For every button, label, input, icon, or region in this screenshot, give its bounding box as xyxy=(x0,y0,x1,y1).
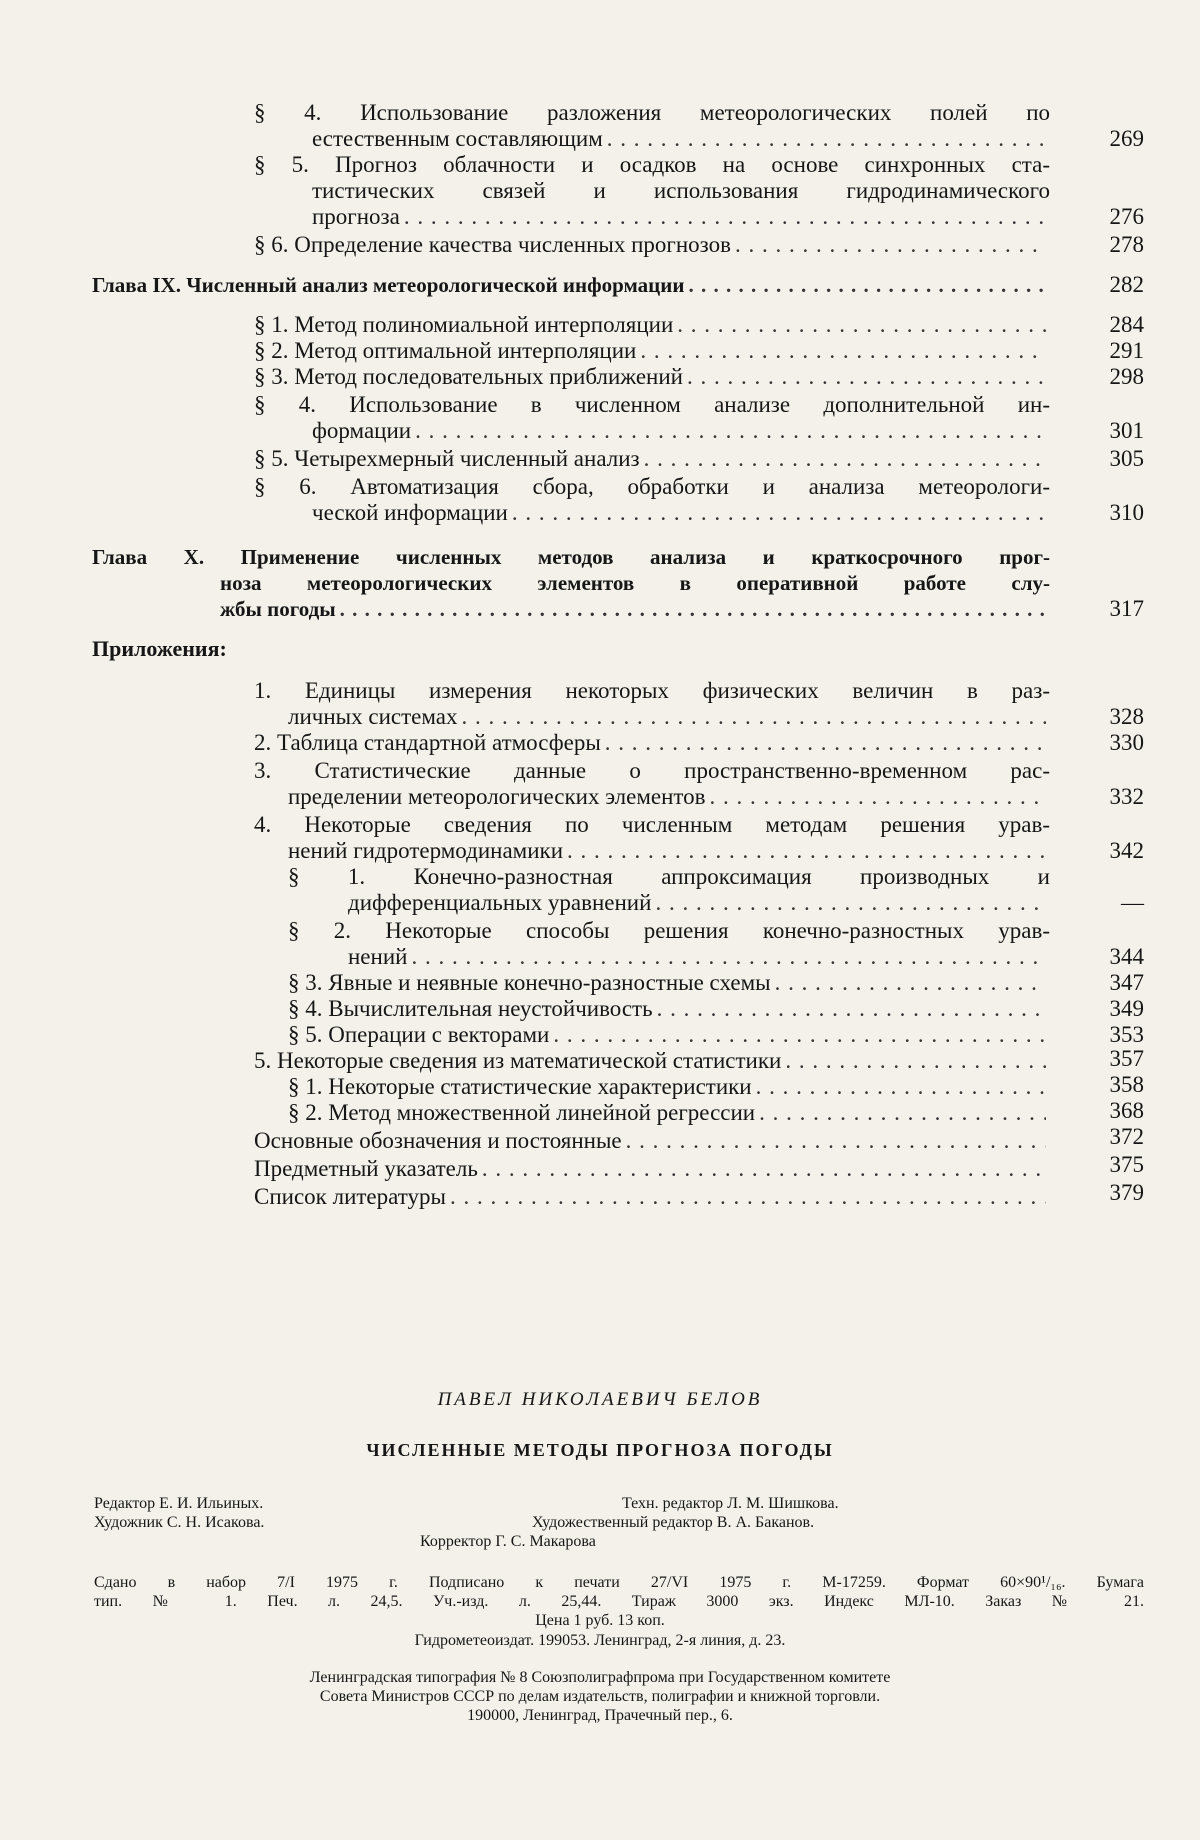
printing-house xyxy=(0,1668,1200,1725)
dot-leader xyxy=(687,364,1046,390)
toc-entry: § 6. Автоматизация сбора, обработки и анализа метеорологи- ческой информации . . . xyxy=(254,474,1050,526)
page-number: 357 xyxy=(1109,1046,1144,1071)
dot-leader xyxy=(340,596,1046,622)
toc-entry: 5. Некоторые сведения из математической статистики . . . xyxy=(254,1048,1050,1074)
toc-entry: § 1. Некоторые статистические характеристики . . . xyxy=(288,1074,1050,1100)
dot-leader xyxy=(655,890,1046,916)
page-number: 332 xyxy=(1109,784,1144,809)
page-number: 347 xyxy=(1109,970,1144,995)
book-title: ЧИСЛЕННЫЕ МЕТОДЫ ПРОГНОЗА ПОГОДЫ xyxy=(366,1440,834,1460)
corrector-credit: Корректор Г. С. Макарова xyxy=(420,1533,596,1550)
dot-leader xyxy=(567,838,1046,864)
chapter-heading: Глава IX. Численный анализ метеорологической информации . . . xyxy=(92,272,1050,298)
toc-entry: § 1. Конечно-разностная аппроксимация производных и дифференциальных уравнений . . . xyxy=(288,864,1050,916)
toc-entry: § 2. Некоторые способы решения конечно-разностных урав- нений . . . xyxy=(288,918,1050,970)
page-number: 301 xyxy=(1109,418,1144,443)
page-number: 342 xyxy=(1109,838,1144,863)
page-number: 375 xyxy=(1109,1152,1144,1177)
toc-entry: Предметный указатель . . . xyxy=(254,1156,1050,1182)
dot-leader xyxy=(775,970,1046,996)
toc-entry: § 4. Вычислительная неустойчивость . . . xyxy=(288,996,1050,1022)
page-number: 344 xyxy=(1109,944,1144,969)
dot-leader xyxy=(553,1022,1046,1048)
dot-leader xyxy=(607,126,1046,152)
page-number: 379 xyxy=(1109,1180,1144,1205)
page-number: 353 xyxy=(1109,1022,1144,1047)
tech-editor-credit: Техн. редактор Л. М. Шишкова. xyxy=(622,1495,839,1512)
dot-leader xyxy=(415,418,1046,444)
page-number: 330 xyxy=(1109,730,1144,755)
toc-entry-text: § 5. Прогноз облачности и осадков на основе синхронных ста- xyxy=(254,152,1050,177)
toc-entry: § 5. Операции с векторами . . . xyxy=(288,1022,1050,1048)
toc-entry: Список литературы . . . xyxy=(254,1184,1050,1210)
dot-leader xyxy=(411,944,1046,970)
toc-entry: 4. Некоторые сведения по численным методам решения урав- нений гидротермодинамики . . . xyxy=(254,812,1050,864)
toc-entry: § 2. Метод оптимальной интерполяции . . . xyxy=(254,338,1050,364)
toc-entry xyxy=(254,100,1050,152)
page-number: 358 xyxy=(1109,1072,1144,1097)
dot-leader xyxy=(644,446,1046,472)
artist-credit: Художник С. Н. Исакова. xyxy=(94,1514,265,1531)
editor-credit: Редактор Е. И. Ильиных. xyxy=(94,1495,264,1512)
page-number: 328 xyxy=(1109,704,1144,729)
dot-leader xyxy=(756,1074,1046,1100)
dot-leader xyxy=(626,1128,1046,1154)
toc-entry: 3. Статистические данные о пространственно-временном рас- пределении метеорологических элементов . . . xyxy=(254,758,1050,810)
author-name: ПАВЕЛ НИКОЛАЕВИЧ БЕЛОВ xyxy=(437,1389,763,1410)
page-number: 349 xyxy=(1109,996,1144,1021)
page-number: 276 xyxy=(1109,204,1144,229)
toc-entry: § 3. Явные и неявные конечно-разностные схемы . . . xyxy=(288,970,1050,996)
page-number: 368 xyxy=(1109,1098,1144,1123)
page-number: 310 xyxy=(1109,500,1144,525)
dot-leader xyxy=(785,1048,1046,1074)
page-number: 317 xyxy=(1109,596,1144,621)
toc-entry-text: естественным составляющим xyxy=(312,126,603,151)
publisher-address: Гидрометеоиздат. 199053. Ленинград, 2-я линия, д. 23. xyxy=(414,1632,786,1649)
page-number: — xyxy=(1121,890,1144,915)
appendix-heading: Приложения: xyxy=(92,636,227,661)
toc-entry xyxy=(254,232,1050,258)
toc-entry: § 4. Использование в численном анализе дополнительной ин- формации . . . xyxy=(254,392,1050,444)
page-number: 278 xyxy=(1109,232,1144,257)
dot-leader xyxy=(605,730,1046,756)
dot-leader xyxy=(640,338,1046,364)
dot-leader xyxy=(677,312,1046,338)
page-number: 305 xyxy=(1109,446,1144,471)
toc-entry-text: тистических связей и использования гидродинамического xyxy=(312,178,1050,203)
toc-entry: Основные обозначения и постоянные . . . xyxy=(254,1128,1050,1154)
chapter-heading: Глава X. Применение численных методов анализа и краткосрочного прог- ноза метеорологических элементов в оперативной работе слу- жбы погоды . . . xyxy=(92,544,1050,622)
page-number: 298 xyxy=(1109,364,1144,389)
toc-entry-text: прогноза xyxy=(312,204,400,229)
dot-leader xyxy=(735,232,1046,258)
page-number: 282 xyxy=(1109,272,1144,297)
dot-leader xyxy=(688,272,1046,298)
printing-house-address: 190000, Ленинград, Прачечный пер., 6. xyxy=(467,1707,733,1724)
toc-entry: § 3. Метод последовательных приближений . . . xyxy=(254,364,1050,390)
page-number: 372 xyxy=(1109,1124,1144,1149)
price: Цена 1 руб. 13 коп. xyxy=(535,1612,665,1629)
dot-leader xyxy=(759,1100,1046,1126)
page-number: 291 xyxy=(1109,338,1144,363)
art-editor-credit: Художественный редактор В. А. Баканов. xyxy=(532,1514,815,1531)
page-number: 269 xyxy=(1109,126,1144,151)
toc-entry: § 1. Метод полиномиальной интерполяции . . . xyxy=(254,312,1050,338)
toc-entry: 1. Единицы измерения некоторых физических величин в раз- личных системах . . . xyxy=(254,678,1050,730)
dot-leader xyxy=(404,204,1046,230)
toc-entry: 2. Таблица стандартной атмосферы . . . xyxy=(254,730,1050,756)
toc-entry: § 2. Метод множественной линейной регрессии . . . xyxy=(288,1100,1050,1126)
toc-entry xyxy=(254,152,1050,230)
toc-entry-text: § 6. Определение качества численных прогнозов xyxy=(254,232,731,257)
printing-house-line: Ленинградская типография № 8 Союзполиграфпрома при Государственном комитете xyxy=(309,1669,891,1686)
toc-entry-text: § 4. Использование разложения метеорологических полей по xyxy=(254,100,1050,125)
toc-entry: § 5. Четырехмерный численный анализ . . . xyxy=(254,446,1050,472)
dot-leader xyxy=(450,1184,1046,1210)
dot-leader xyxy=(657,996,1046,1022)
page-number: 284 xyxy=(1109,312,1144,337)
dot-leader xyxy=(461,704,1046,730)
print-line: тип. № 1. Печ. л. 24,5. Уч.-изд. л. 25,44. Тираж 3000 экз. Индекс МЛ-10. Заказ № 21. xyxy=(94,1593,1144,1610)
printing-house-line: Совета Министров СССР по делам издательств, полиграфии и книжной торговли. xyxy=(319,1688,881,1705)
dot-leader xyxy=(512,500,1046,526)
dot-leader xyxy=(482,1156,1046,1182)
dot-leader xyxy=(710,784,1046,810)
print-line: Сдано в набор 7/I 1975 г. Подписано к печати 27/VI 1975 г. М-17259. Формат 60×90¹/₁₆. Бумага xyxy=(94,1574,1144,1591)
